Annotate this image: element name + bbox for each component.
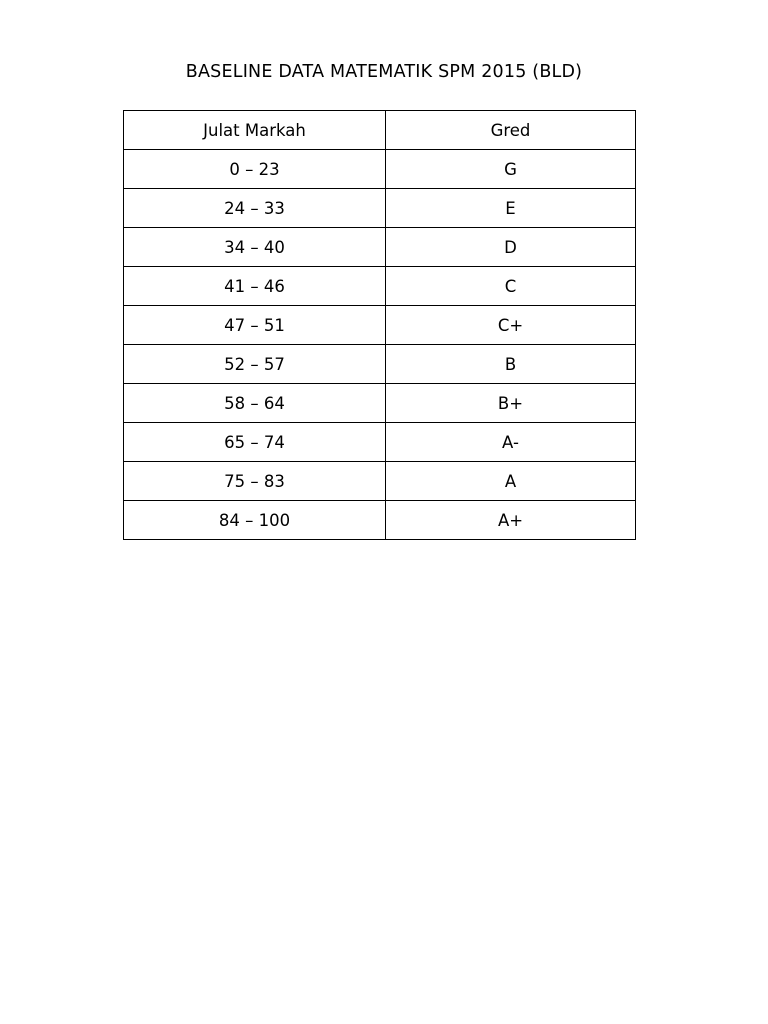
column-header-julat-markah: Julat Markah	[124, 111, 386, 150]
cell-grade: E	[386, 189, 636, 228]
cell-range: 75 – 83	[124, 462, 386, 501]
cell-range: 47 – 51	[124, 306, 386, 345]
table-row	[124, 267, 636, 306]
cell-range: 58 – 64	[124, 384, 386, 423]
grade-range-table	[123, 110, 636, 540]
table-row	[124, 345, 636, 384]
page-title: BASELINE DATA MATEMATIK SPM 2015 (BLD)	[185, 62, 583, 82]
cell-range: 0 – 23	[124, 150, 386, 189]
table-row	[124, 150, 636, 189]
table-row	[124, 228, 636, 267]
table-row	[124, 462, 636, 501]
cell-range: 41 – 46	[124, 267, 386, 306]
column-header-gred: Gred	[386, 111, 636, 150]
cell-range: 24 – 33	[124, 189, 386, 228]
table-row	[124, 501, 636, 540]
table-row	[124, 423, 636, 462]
cell-grade: C+	[386, 306, 636, 345]
cell-grade: B	[386, 345, 636, 384]
cell-grade: C	[386, 267, 636, 306]
table-header-row	[124, 111, 636, 150]
table-row	[124, 189, 636, 228]
cell-range: 34 – 40	[124, 228, 386, 267]
cell-grade: A+	[386, 501, 636, 540]
cell-range: 52 – 57	[124, 345, 386, 384]
cell-grade: D	[386, 228, 636, 267]
cell-range: 84 – 100	[124, 501, 386, 540]
cell-grade: G	[386, 150, 636, 189]
table-row	[124, 384, 636, 423]
cell-grade: A-	[386, 423, 636, 462]
cell-grade: B+	[386, 384, 636, 423]
cell-grade: A	[386, 462, 636, 501]
cell-range: 65 – 74	[124, 423, 386, 462]
table-row	[124, 306, 636, 345]
